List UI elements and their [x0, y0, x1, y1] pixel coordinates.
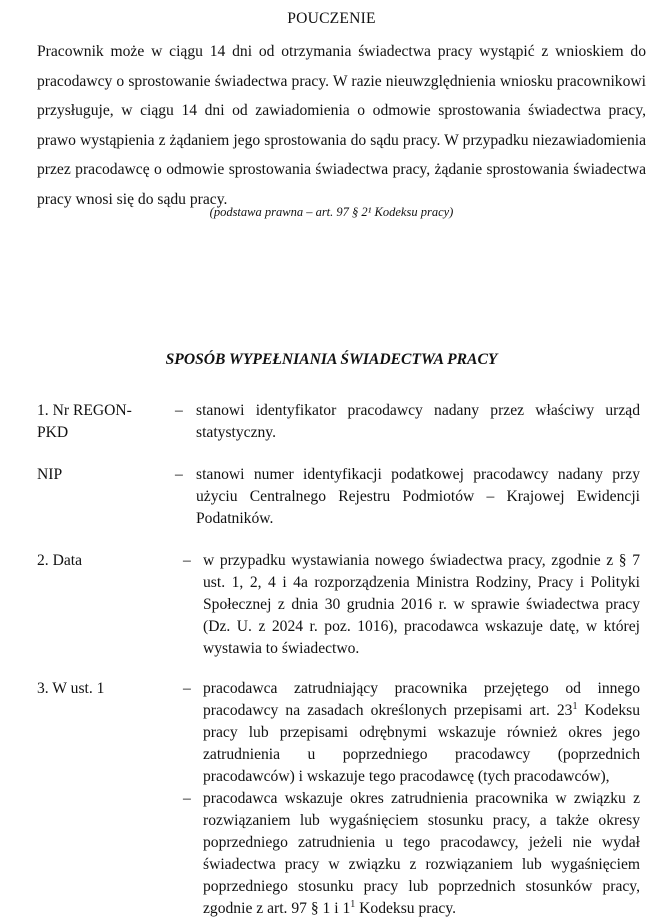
item-term: 2. Data	[37, 552, 83, 569]
item-dash: –	[175, 466, 183, 483]
item-description: stanowi identyfikator pracodawcy nadany przez właściwy urząd statystyczny.	[196, 402, 640, 441]
sposob-title: SPOSÓB WYPEŁNIANIA ŚWIADECTWA PRACY	[165, 351, 498, 368]
item-description: stanowi numer identyfikacji podatkowej pracodawcy nadany przy użyciu Centralnego Rejestru Podmiotów – Krajowej Ewidencji Podatników.	[196, 466, 640, 527]
item-term: NIP	[37, 466, 63, 483]
legal-basis: (podstawa prawna – art. 97 § 2¹ Kodeksu pracy)	[209, 205, 454, 219]
item-dash: –	[183, 552, 191, 569]
item-dash: –	[183, 680, 191, 697]
pouczenie-text: Pracownik może w ciągu 14 dni od otrzymania świadectwa pracy wystąpić z wnioskiem do pracodawcy o sprostowanie świadectwa pracy. W razie nieuwzględnienia wniosku pracownikowi przysługuje, w ciągu 14 dni od zawiadomienia o odmowie sprostowania świadectwa pracy, prawo wystąpienia z żądaniem jego sprostowania do sądu pracy. W przypadku niezawiadomienia przez pracodawcę o odmowie sprostowania świadectwa pracy, żądanie sprostowania świadectwa pracy wnosi się do sądu pracy.	[37, 43, 646, 208]
pouczenie-heading: POUCZENIE	[287, 10, 376, 27]
item-dash: –	[183, 790, 191, 807]
item-description-a: pracodawca zatrudniający pracownika przejętego od innego pracodawcy na zasadach określonych przepisami art. $23^1$ Kodeksu pracy lub przepisami odrębnymi wskazuje również okres jego zatrudnienia u poprzedniego pracodawcy (poprzednich pracodawców) i wskazuje tego pracodawcę (tych pracodawców),	[203, 680, 640, 785]
item-term: 3. W ust. 1	[37, 680, 105, 697]
item-description: w przypadku wystawiania nowego świadectwa pracy, zgodnie z § 7 ust. 1, 2, 4 i 4a rozporządzenia Ministra Rodziny, Pracy i Polityki Społecznej z dnia 30 grudnia 2016 r. w sprawie świadectwa pracy (Dz. U. z 2024 r. poz. 1016), pracodawca wskazuje datę, w której wystawia to świadectwo.	[203, 552, 640, 657]
item-term: 1. Nr REGON- PKD	[37, 402, 132, 441]
item-dash: –	[175, 402, 183, 419]
item-description-b: pracodawca wskazuje okres zatrudnienia pracownika w związku z rozwiązaniem lub wygaśnięciem stosunku pracy, a także okresy poprzedniego zatrudnienia u tego pracodawcy, jeżeli nie wydał świadectwa pracy w związku z rozwiązaniem lub wygaśnięciem poprzedniego stosunku pracy lub poprzednich stosunków pracy, zgodnie z art. 97 § 1 i $1^1$ Kodeksu pracy.	[203, 790, 640, 917]
